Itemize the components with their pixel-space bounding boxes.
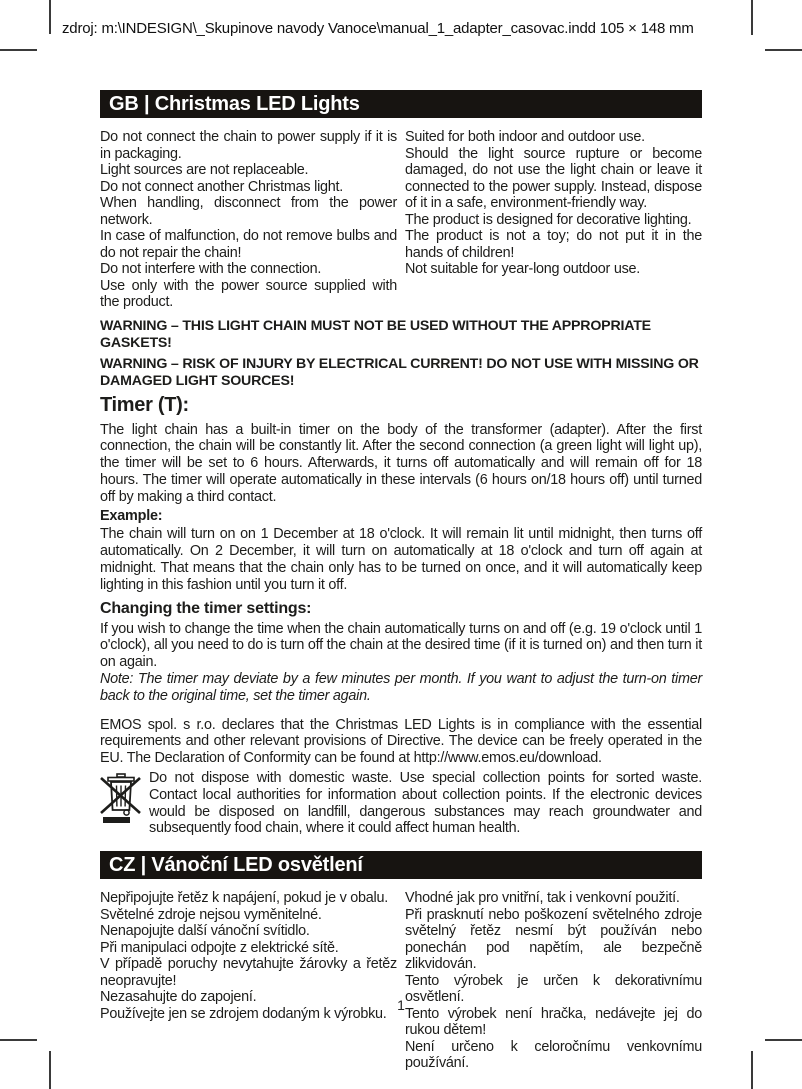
crop-mark-icon	[751, 1051, 753, 1089]
paragraph-line: When handling, disconnect from the power network.	[100, 195, 397, 228]
weee-crossed-out-bin-icon	[100, 772, 142, 824]
paragraph-line: Nepřipojujte řetěz k napájení, pokud je v obalu.	[100, 890, 388, 907]
cz-safety-column-right	[405, 890, 702, 1072]
timer-note: Note: The timer may deviate by a few minutes per month. If you want to adjust the turn-on timer back to the original time, set the timer again.	[100, 671, 702, 704]
paragraph-line: Do not connect another Christmas light.	[100, 178, 344, 195]
paragraph-line: Suited for both indoor and outdoor use.	[405, 129, 645, 145]
timer-heading: Timer (T):	[100, 393, 189, 416]
crop-mark-icon	[49, 0, 51, 34]
paragraph-line: Světelné zdroje nejsou vyměnitelné.	[100, 906, 322, 923]
paragraph-line: Při prasknutí nebo poškození světelného zdroje světelný řetěz nesmí být používán nebo ponechán pod napětím, ale bezpečně zlikvidován.	[405, 906, 702, 973]
weee-disposal-block	[100, 770, 702, 837]
paragraph-line: Not suitable for year-long outdoor use.	[405, 261, 641, 277]
paragraph-line: Do not interfere with the connection.	[100, 261, 322, 277]
paragraph-line: Nezasahujte do zapojení.	[100, 989, 257, 1006]
gb-safety-column-left	[100, 129, 397, 311]
cz-safety-columns	[100, 890, 702, 1072]
cz-safety-column-left	[100, 890, 397, 1072]
example-label: Example:	[100, 508, 163, 525]
paragraph-line: V případě poruchy nevytahujte žárovky a řetěz neopravujte!	[100, 956, 397, 989]
gb-section-title: GB | Christmas LED Lights	[109, 93, 360, 115]
crop-mark-icon	[0, 49, 37, 51]
page-content	[100, 90, 702, 1072]
paragraph-line: Light sources are not replaceable.	[100, 162, 309, 178]
example-paragraph: The chain will turn on on 1 December at 18 o'clock. It will remain lit until midnight, then turns off automatically. On 2 December, it will turn on automatically at 18 o'clock and turn off again at midnight. That means that the chain only has to be turned on once, and it will automatically keep lighting in this fashion until you turn it off.	[100, 526, 702, 593]
paragraph-line: Není určeno k celoročnímu venkovnímu používání.	[405, 1038, 702, 1072]
weee-disposal-text: Do not dispose with domestic waste. Use special collection points for sorted waste. Contact local authorities for information about collection points. If the electronic devices would be disposed on landfill, dangerous substances may reach groundwater and subsequently food chain, where it could affect human health.	[149, 770, 702, 837]
crop-mark-icon	[765, 49, 802, 51]
paragraph-line: Tento výrobek není hračka, nedávejte jej do rukou dětem!	[405, 1005, 702, 1039]
paragraph-line: The product is designed for decorative lighting.	[405, 211, 692, 228]
paragraph-line: Nenapojujte další vánoční svítidlo.	[100, 923, 310, 940]
paragraph-line: The product is not a toy; do not put it in the hands of children!	[405, 228, 702, 261]
changing-timer-paragraph: If you wish to change the time when the chain automatically turns on and off (e.g. 19 o'clock until 1 o'clock), all you need to do is turn off the chain at the desired time (if it is turned on) and then turn it on again.	[100, 620, 702, 671]
paragraph-line: Používejte jen se zdrojem dodaným k výrobku.	[100, 1005, 387, 1022]
cz-section-title: CZ | Vánoční LED osvětlení	[109, 854, 363, 877]
gb-safety-column-right	[405, 129, 702, 311]
paragraph-line: Use only with the power source supplied with the product.	[100, 277, 397, 310]
cz-section-header	[100, 851, 702, 879]
crop-mark-icon	[49, 1051, 51, 1089]
crop-mark-icon	[0, 1039, 37, 1041]
paragraph-line: Vhodné jak pro vnitřní, tak i venkovní použití.	[405, 890, 680, 907]
warning-block	[100, 318, 702, 390]
paragraph-line: Při manipulaci odpojte z elektrické sítě.	[100, 939, 339, 956]
paragraph-line: WARNING – THIS LIGHT CHAIN MUST NOT BE USED WITHOUT THE APPROPRIATE GASKETS!	[100, 317, 651, 351]
timer-paragraph: The light chain has a built-in timer on the body of the transformer (adapter). After the first connection, the chain will be constantly lit. After the second connection (a green light will light up), the timer will be set to 6 hours. Afterwards, it turns off automatically and will remain off for 18 hours. The timer will operate automatically in these intervals (6 hours on/18 hours off) until turned off by making a third contact.	[100, 421, 702, 505]
paragraph-line: Do not connect the chain to power supply if it is in packaging.	[100, 129, 397, 162]
page-number: 1	[397, 997, 405, 1013]
source-path-label: zdroj: m:\INDESIGN\_Skupinove navody Vanoce\manual_1_adapter_casovac.indd 105 × 148 mm	[62, 20, 694, 37]
crop-mark-icon	[765, 1039, 802, 1041]
paragraph-line: Tento výrobek je určen k dekorativnímu osvětlení.	[405, 972, 702, 1006]
paragraph-line: In case of malfunction, do not remove bulbs and do not repair the chain!	[100, 228, 397, 261]
gb-safety-columns	[100, 129, 702, 311]
paragraph-line: WARNING – RISK OF INJURY BY ELECTRICAL CURRENT! DO NOT USE WITH MISSING OR DAMAGED LIGHT SOURCES!	[100, 355, 699, 389]
crop-mark-icon	[751, 0, 753, 35]
changing-timer-heading: Changing the timer settings:	[100, 599, 312, 617]
gb-section-header	[100, 90, 702, 118]
emos-declaration: EMOS spol. s r.o. declares that the Christmas LED Lights is in compliance with the essential requirements and other relevant provisions of Directive. The device can be freely operated in the EU. The Declaration of Conformity can be found at http://www.emos.eu/download.	[100, 716, 702, 767]
paragraph-line: Should the light source rupture or become damaged, do not use the light chain or leave it connected to the power supply. Instead, dispose of it in a safe, environment-friendly way.	[405, 145, 702, 211]
